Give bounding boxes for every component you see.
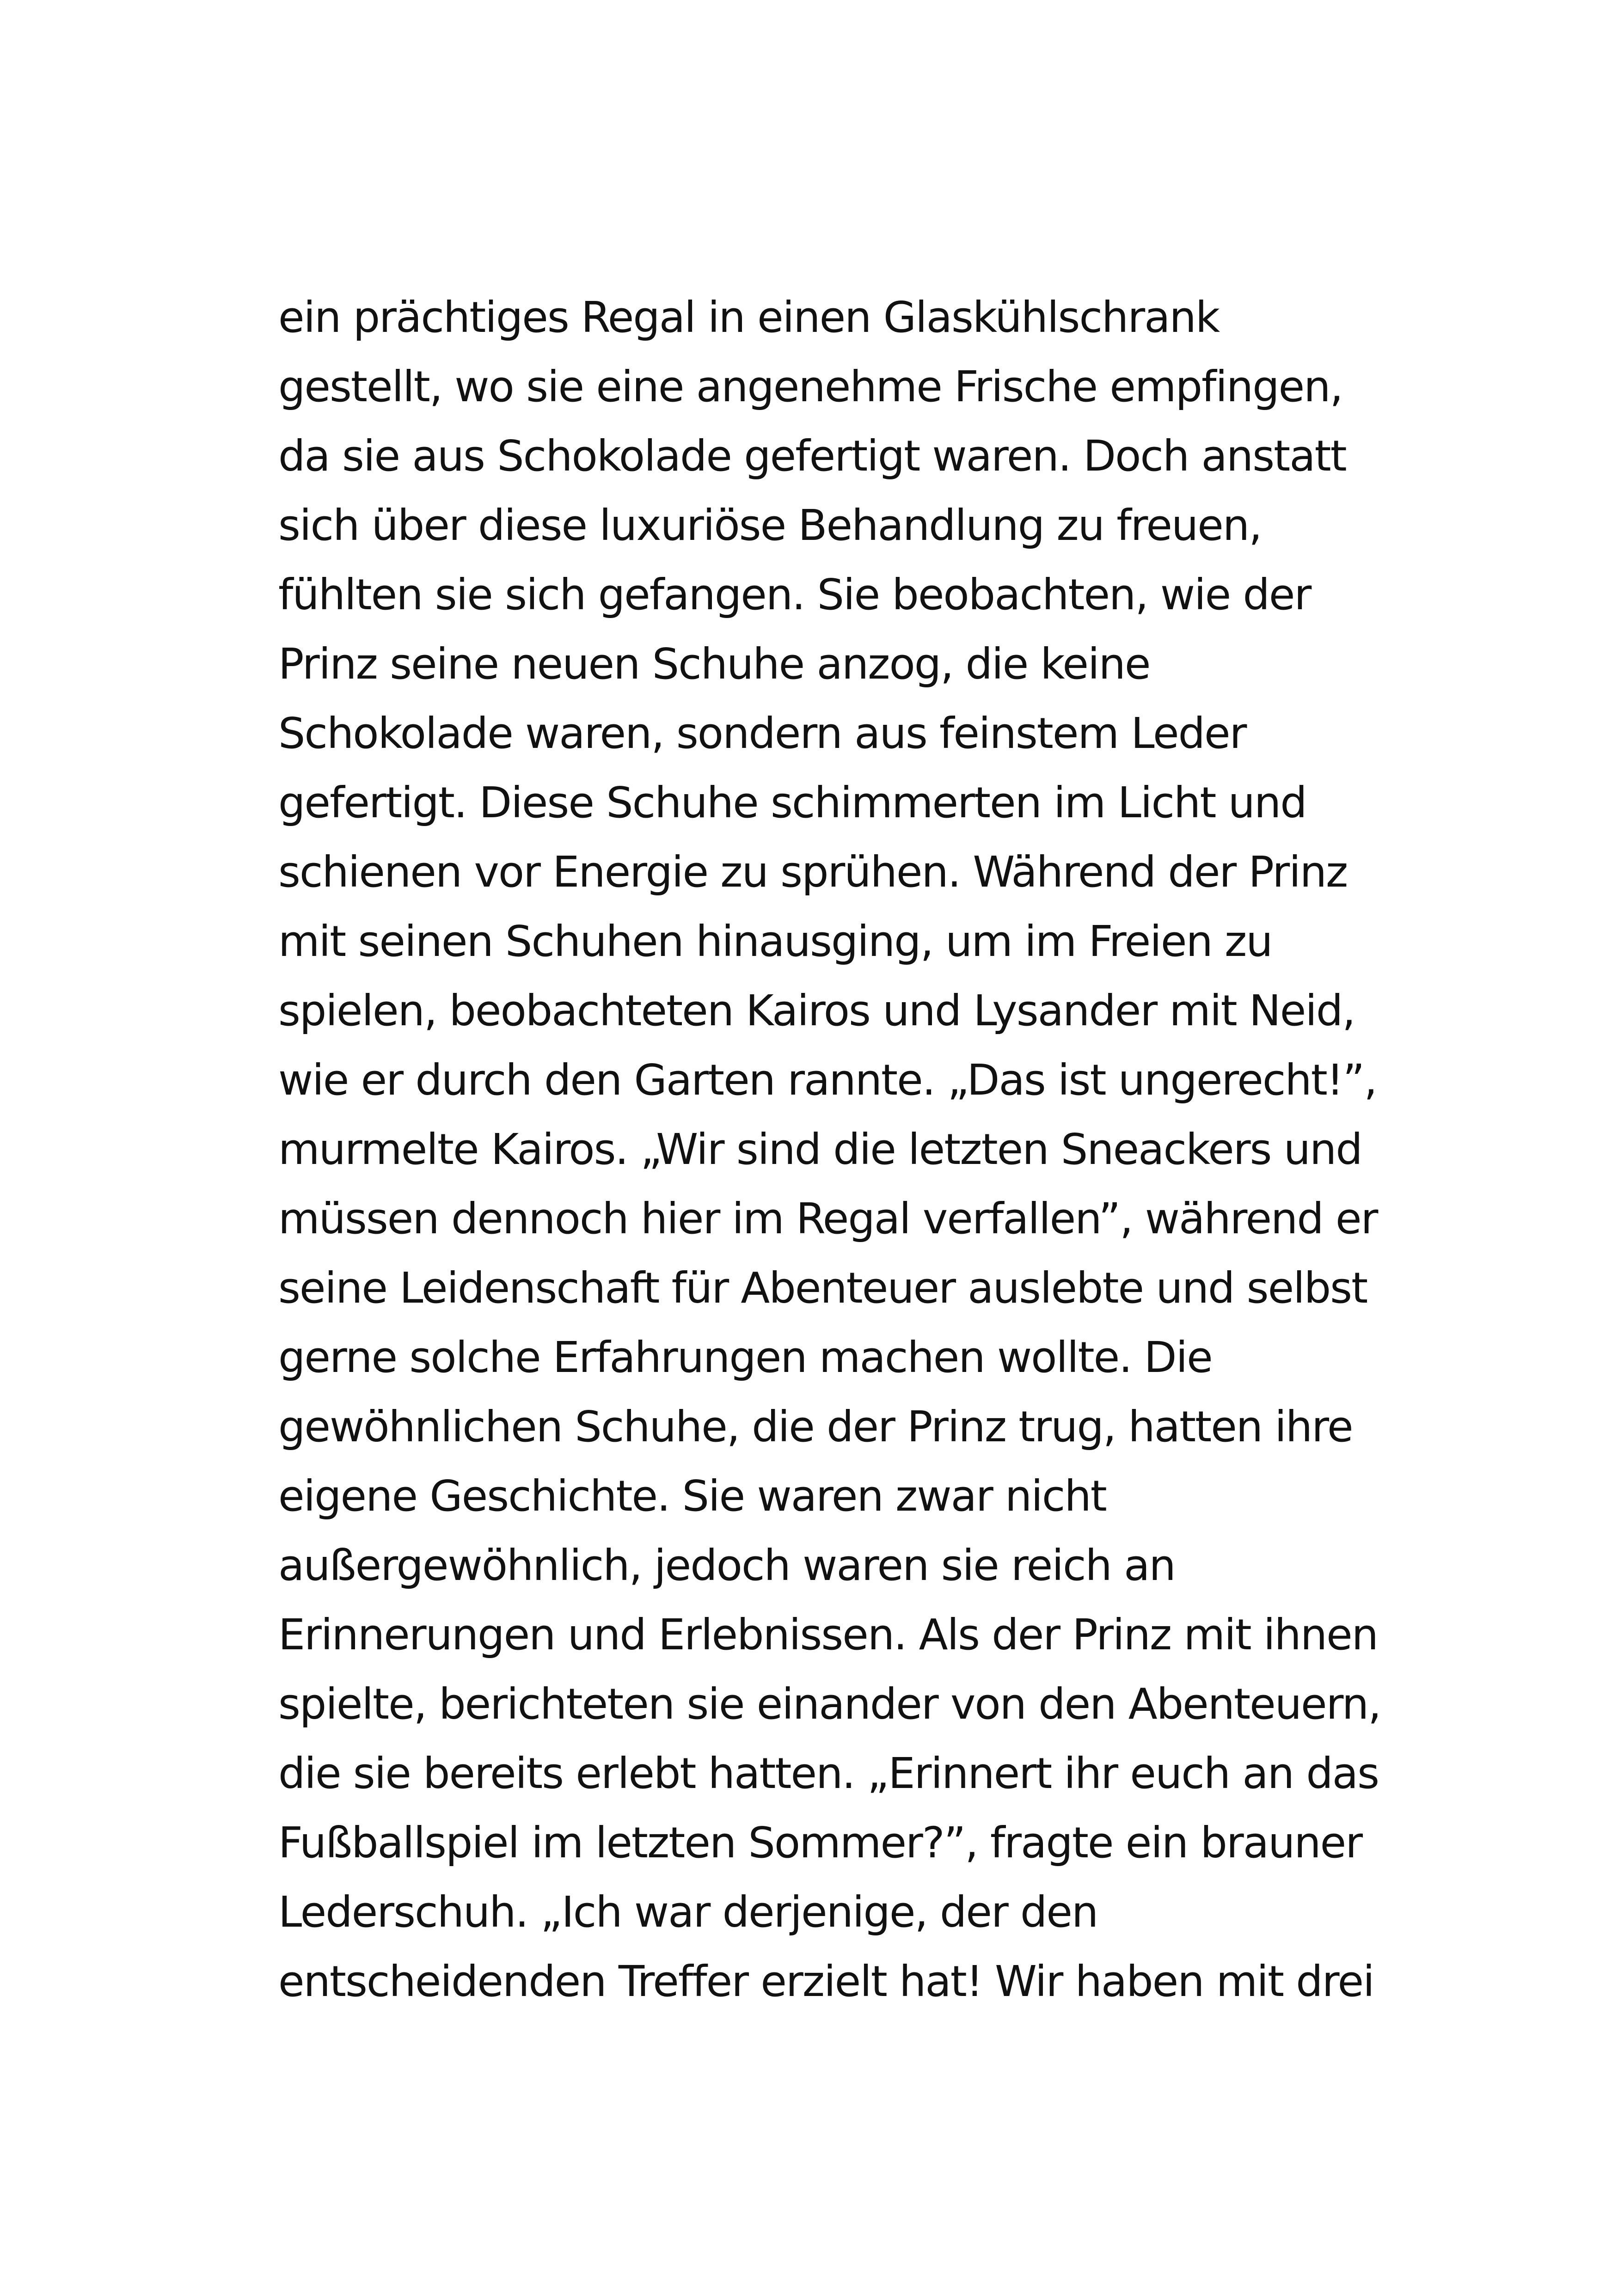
text-line: gestellt, wo sie eine angenehme Frische empfingen, bbox=[278, 362, 1342, 411]
text-line: Schokolade waren, sondern aus feinstem Leder bbox=[278, 709, 1246, 758]
text-line: gewöhnlichen Schuhe, die der Prinz trug, hatten ihre bbox=[278, 1402, 1353, 1451]
text-line: seine Leidenschaft für Abenteuer auslebte und selbst bbox=[278, 1263, 1367, 1313]
text-line: fühlten sie sich gefangen. Sie beobachten, wie der bbox=[278, 570, 1311, 619]
text-line: eigene Geschichte. Sie waren zwar nicht bbox=[278, 1471, 1106, 1521]
text-line: mit seinen Schuhen hinausging, um im Freien zu bbox=[278, 917, 1272, 966]
body-text bbox=[278, 283, 1388, 2016]
text-line: außergewöhnlich, jedoch waren sie reich an bbox=[278, 1541, 1175, 1590]
text-line: gerne solche Erfahrungen machen wollte. Die bbox=[278, 1333, 1212, 1382]
text-line: murmelte Kairos. „Wir sind die letzten Sneackers und bbox=[278, 1125, 1362, 1174]
text-line: die sie bereits erlebt hatten. „Erinnert ihr euch an das bbox=[278, 1749, 1379, 1798]
text-line: entscheidenden Treffer erzielt hat! Wir haben mit drei bbox=[278, 1957, 1374, 2006]
text-line: da sie aus Schokolade gefertigt waren. Doch anstatt bbox=[278, 431, 1346, 481]
text-line: müssen dennoch hier im Regal verfallen”, während er bbox=[278, 1194, 1378, 1243]
text-line: Lederschuh. „Ich war derjenige, der den bbox=[278, 1887, 1098, 1937]
text-line: wie er durch den Garten rannte. „Das ist ungerecht!”, bbox=[278, 1055, 1377, 1105]
text-line: sich über diese luxuriöse Behandlung zu freuen, bbox=[278, 501, 1262, 550]
text-line: spielen, beobachteten Kairos und Lysander mit Neid, bbox=[278, 986, 1355, 1035]
text-line: Erinnerungen und Erlebnissen. Als der Prinz mit ihnen bbox=[278, 1610, 1378, 1659]
text-line: spielte, berichteten sie einander von den Abenteuern, bbox=[278, 1679, 1381, 1729]
text-line: schienen vor Energie zu sprühen. Während der Prinz bbox=[278, 847, 1348, 897]
text-line: Prinz seine neuen Schuhe anzog, die keine bbox=[278, 639, 1150, 689]
text-line: Fußballspiel im letzten Sommer?”, fragte ein brauner bbox=[278, 1818, 1362, 1867]
text-line: gefertigt. Diese Schuhe schimmerten im Licht und bbox=[278, 778, 1306, 827]
text-line: ein prächtiges Regal in einen Glaskühlschrank bbox=[278, 293, 1220, 342]
